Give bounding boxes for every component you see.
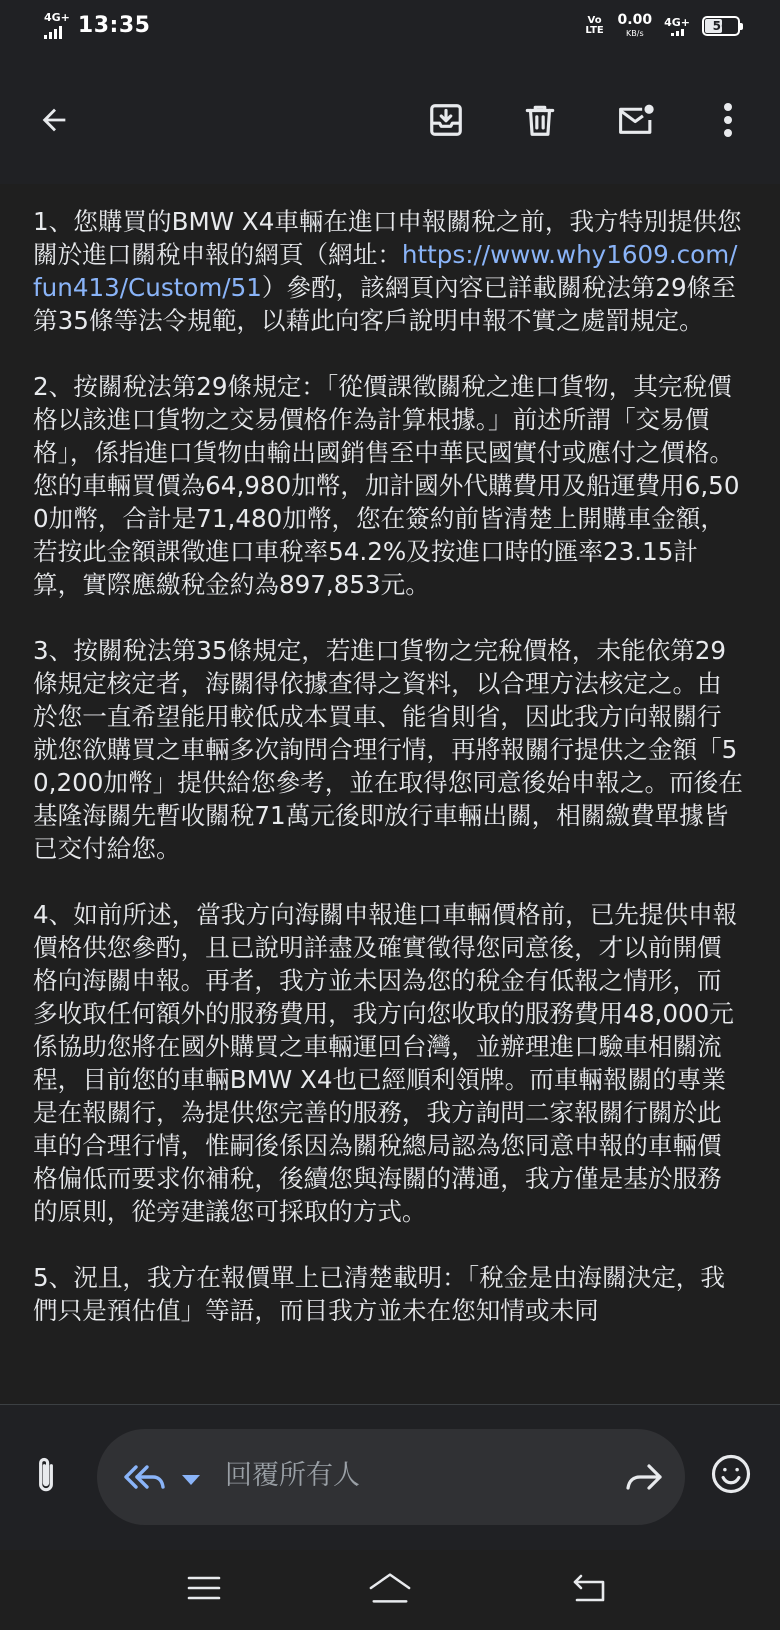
paragraph-1-after: ）參酌，該網頁內容已詳載關稅法第29條至第35條等法令規範，以藉此向客戶說明申報不實之處罰規定。	[33, 273, 736, 335]
paragraph-5: 5、況且，我方在報價單上已清楚載明：「稅金是由海關決定，我們只是預估值」等語，而目我方並未在您知情或未同	[33, 1263, 725, 1325]
reply-all-button[interactable]	[123, 1462, 167, 1496]
mail-unread-icon	[616, 101, 656, 139]
more-vert-icon	[723, 102, 733, 138]
signal-bars-icon	[671, 28, 684, 36]
email-body[interactable]	[0, 184, 780, 1404]
network-type-left: 4G+	[44, 11, 70, 24]
emoji-button[interactable]	[710, 1453, 752, 1499]
more-options-button[interactable]	[700, 92, 756, 148]
battery-level: 56	[712, 19, 730, 33]
battery-icon	[702, 16, 740, 36]
custom-tax-link[interactable]: https://www.why1609.com/fun413/Custom/51	[33, 240, 738, 302]
paragraph-4: 4、如前所述，當我方向海關申報進口車輛價格前，已先提供申報價格供您參酌，且已說明詳盡及確實徵得您同意後，才以前開價格向海關申報。再者，我方並未因為您的稅金有低報之情形，而多收取任何額外的服務費用，我方向您收取的服務費用48,000元係協助您將在國外購買之車輛運回台灣，並辦理進口驗車相關流程，目前您的車輛BMW X4也已經順利領牌。而車輛報關的專業是在報關行，為提供您完善的服務，我方詢問二家報關行關於此車的合理行情，惟嗣後係因為關稅總局認為您同意申報的車輛價格偏低而要求你補稅，後續您與海關的溝通，我方僅是基於服務的原則，從旁建議您可採取的方式。	[33, 900, 738, 1226]
paragraph-1-before: 1、您購買的BMW X4車輛在進口申報關稅之前，我方特別提供您關於進口關稅申報的網頁（網址：	[33, 207, 742, 269]
reply-all-icon	[123, 1462, 167, 1492]
volte-indicator: Vo LTE	[585, 15, 604, 36]
signal-indicator	[44, 12, 70, 39]
system-nav-bar	[0, 1550, 780, 1630]
email-toolbar	[0, 56, 780, 184]
speed-value: 0.00	[617, 12, 653, 28]
network-type-right: 4G+	[664, 15, 690, 29]
reply-type-dropdown[interactable]	[181, 1471, 201, 1490]
paragraph-3: 3、按關稅法第35條規定，若進口貨物之完稅價格，未能依第29條規定核定者，海關得依據查得之資料，以合理方法核定之。由於您一直希望能用較低成本買車、能省則省，因此我方向報關行就您欲購買之車輛多次詢問合理行情，再將報關行提供之金額「50,200加幣」提供給您參考，並在取得您同意後始申報之。而後在基隆海關先暫收關稅71萬元後即放行車輛出關，相關繳費單據皆已交付給您。	[33, 636, 743, 863]
archive-icon	[427, 101, 465, 139]
mark-unread-button[interactable]	[608, 92, 664, 148]
reply-bar	[0, 1404, 780, 1551]
paragraph-1	[0, 184, 780, 337]
nav-back-button[interactable]	[568, 1570, 612, 1606]
nav-home-button[interactable]	[368, 1570, 412, 1606]
paperclip-icon	[30, 1455, 62, 1495]
speed-unit: KB/s	[626, 29, 644, 38]
caret-down-icon	[181, 1474, 201, 1486]
clock: 13:35	[77, 13, 151, 38]
forward-icon	[625, 1463, 663, 1491]
status-left	[44, 12, 150, 39]
trash-icon	[521, 101, 559, 139]
status-right	[584, 12, 740, 40]
paragraph-2: 2、按關稅法第29條規定：「從價課徵關稅之進口貨物，其完稅價格以該進口貨物之交易價格作為計算根據。」前述所謂「交易價格」，係指進口貨物由輸出國銷售至中華民國實付或應付之價格。您的車輛買價為64,980加幣，加計國外代購費用及船運費用6,500加幣，合計是71,480加幣，您在簽約前皆清楚上開購車金額，若按此金額課徵進口車稅率54.2%及按進口時的匯率23.15計算，實際應繳稅金約為897,853元。	[33, 372, 740, 599]
back-button[interactable]	[26, 92, 82, 148]
home-icon	[368, 1571, 412, 1605]
back-icon	[573, 1573, 607, 1603]
signal-indicator-right	[664, 17, 690, 36]
attach-button[interactable]	[30, 1455, 62, 1499]
nav-menu-button[interactable]	[182, 1570, 226, 1606]
menu-icon	[187, 1575, 221, 1601]
emoji-icon	[710, 1453, 752, 1495]
delete-button[interactable]	[512, 92, 568, 148]
archive-button[interactable]	[418, 92, 474, 148]
forward-button[interactable]	[625, 1463, 663, 1495]
status-bar	[0, 0, 780, 56]
network-speed	[618, 12, 653, 40]
reply-all-field[interactable]	[97, 1429, 685, 1525]
back-arrow-icon	[37, 103, 71, 137]
signal-bars-icon	[44, 23, 62, 39]
reply-placeholder: 回覆所有人	[225, 1460, 360, 1491]
